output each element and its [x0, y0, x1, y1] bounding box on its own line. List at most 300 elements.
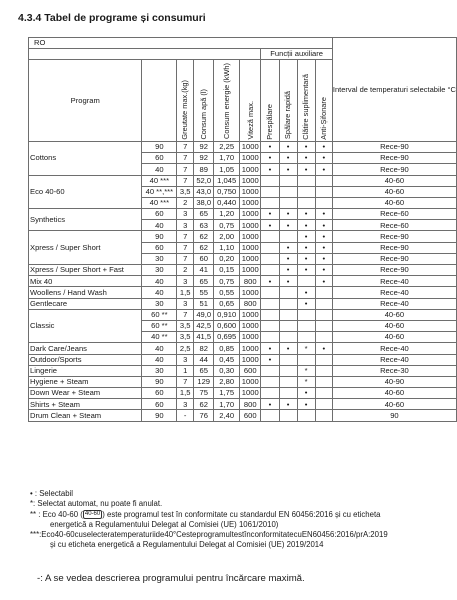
program-name: Eco 40-60 [29, 175, 142, 209]
program-name: Drum Clean + Steam [29, 410, 142, 421]
table-cell: 0,695 [214, 332, 240, 343]
program-name: Xpress / Super Short + Fast [29, 265, 142, 276]
note-eco-label: și cu eticheta energetică a Regulamentului Delegat al Comisiei (UE) 2019/2014 [50, 540, 324, 550]
table-cell: 129 [194, 376, 214, 387]
table-cell: 60 [142, 242, 177, 253]
table-cell: 1000 [240, 332, 261, 343]
program-name: Mix 40 [29, 276, 142, 287]
table-cell: 1000 [240, 209, 261, 220]
table-cell: 90 [142, 376, 177, 387]
section-title: 4.3.4 Tabel de programe și consumuri [18, 12, 206, 24]
program-name: Dark Care/Jeans [29, 343, 142, 354]
table-cell: 60 [142, 209, 177, 220]
table-cell: 800 [240, 276, 261, 287]
table-cell: 1,20 [214, 209, 240, 220]
table-cell [315, 197, 332, 208]
table-cell: 0,910 [214, 309, 240, 320]
table-cell: 52,0 [194, 175, 214, 186]
table-cell: 0,75 [214, 276, 240, 287]
table-cell: • [315, 253, 332, 264]
table-row [29, 343, 457, 354]
table-cell: 7 [177, 242, 194, 253]
table-cell: 1,75 [214, 388, 240, 399]
table-cell [261, 365, 279, 376]
temperature-column-header [142, 60, 177, 142]
col-prewash: Prespălare [261, 60, 279, 142]
table-cell: 3,5 [177, 320, 194, 331]
program-name: Synthetics [29, 209, 142, 231]
table-cell [279, 231, 297, 242]
table-cell [279, 354, 297, 365]
table-cell: 0,15 [214, 265, 240, 276]
table-cell: Rece-40 [332, 354, 456, 365]
table-cell [297, 175, 315, 186]
table-cell: Rece-60 [332, 220, 456, 231]
table-cell: 3 [177, 276, 194, 287]
table-cell [261, 186, 279, 197]
table-cell: Rece-60 [332, 209, 456, 220]
table-cell: 76 [194, 410, 214, 421]
table-cell: - [177, 410, 194, 421]
table-cell [315, 354, 332, 365]
note-auto-selected: *: Selectat automat, nu poate fi anulat. [30, 499, 163, 509]
eco-program-icon: 40-60 [84, 511, 101, 518]
table-cell [315, 320, 332, 331]
table-cell: 0,750 [214, 186, 240, 197]
table-cell: 7 [177, 253, 194, 264]
table-cell: • [279, 209, 297, 220]
table-cell: 40-60 [332, 399, 456, 410]
table-cell: 7 [177, 309, 194, 320]
table-row [29, 365, 457, 376]
table-cell: • [261, 343, 279, 354]
table-cell: 1000 [240, 320, 261, 331]
table-cell: 30 [142, 298, 177, 309]
table-cell [315, 399, 332, 410]
table-cell [297, 276, 315, 287]
table-cell: 40 *** [142, 197, 177, 208]
table-cell: • [279, 153, 297, 164]
table-cell [297, 197, 315, 208]
table-cell [315, 175, 332, 186]
table-cell: 1000 [240, 376, 261, 387]
table-row [29, 399, 457, 410]
table-cell: 90 [332, 410, 456, 421]
table-cell [261, 309, 279, 320]
table-cell [279, 287, 297, 298]
table-cell: 38,0 [194, 197, 214, 208]
table-cell: Rece-90 [332, 242, 456, 253]
table-cell [279, 320, 297, 331]
table-cell: 51 [194, 298, 214, 309]
table-cell [279, 298, 297, 309]
table-cell: • [297, 153, 315, 164]
table-cell: 1000 [240, 242, 261, 253]
table-cell: 1000 [240, 354, 261, 365]
table-cell: 40-60 [332, 388, 456, 399]
table-cell: 2,80 [214, 376, 240, 387]
table-cell: 40 ** [142, 332, 177, 343]
table-cell: • [297, 231, 315, 242]
table-cell: 3 [177, 354, 194, 365]
table-cell: 40-90 [332, 376, 456, 387]
program-name: Cottons [29, 141, 142, 175]
table-cell [261, 320, 279, 331]
table-cell: • [279, 253, 297, 264]
table-cell: 0,440 [214, 197, 240, 208]
col-extra-rinse: Clătire suplimentară [297, 60, 315, 142]
table-cell: 7 [177, 231, 194, 242]
table-cell: 40 [142, 287, 177, 298]
table-row [29, 298, 457, 309]
table-cell: 3,5 [177, 186, 194, 197]
table-cell: • [315, 164, 332, 175]
table-cell: 3 [177, 399, 194, 410]
table-cell: 1000 [240, 197, 261, 208]
table-cell: 0,45 [214, 354, 240, 365]
table-cell: • [297, 209, 315, 220]
table-cell: • [315, 242, 332, 253]
table-cell: 49,0 [194, 309, 214, 320]
table-cell [261, 175, 279, 186]
table-cell: 75 [194, 388, 214, 399]
table-cell: 90 [142, 231, 177, 242]
table-cell: • [315, 220, 332, 231]
table-cell: 55 [194, 287, 214, 298]
table-cell: 62 [194, 242, 214, 253]
table-cell: 1000 [240, 253, 261, 264]
table-cell: • [297, 242, 315, 253]
table-cell [315, 298, 332, 309]
table-cell [297, 186, 315, 197]
table-cell: 1,05 [214, 164, 240, 175]
table-cell: • [279, 399, 297, 410]
table-cell: 2 [177, 197, 194, 208]
table-cell: • [297, 220, 315, 231]
table-cell [315, 410, 332, 421]
table-cell: Rece-30 [332, 365, 456, 376]
table-cell: 60 ** [142, 320, 177, 331]
table-cell [261, 253, 279, 264]
program-name: Xpress / Super Short [29, 231, 142, 265]
table-row [29, 209, 457, 220]
program-table [28, 37, 457, 422]
table-cell: Rece-40 [332, 287, 456, 298]
col-anti-crease: Anti-Șifonare [315, 60, 332, 142]
table-cell: 1000 [240, 153, 261, 164]
table-cell: 40 *** [142, 175, 177, 186]
table-cell: 41,5 [194, 332, 214, 343]
table-cell: • [297, 388, 315, 399]
table-cell: • [315, 276, 332, 287]
program-name: Outdoor/Sports [29, 354, 142, 365]
table-cell [315, 388, 332, 399]
table-row [29, 276, 457, 287]
table-cell: 0,30 [214, 365, 240, 376]
table-cell: • [315, 141, 332, 152]
table-cell: * [297, 365, 315, 376]
table-cell: 1000 [240, 220, 261, 231]
table-cell: 2,00 [214, 231, 240, 242]
table-cell [315, 287, 332, 298]
table-cell: 1000 [240, 309, 261, 320]
table-cell [261, 265, 279, 276]
table-row [29, 231, 457, 242]
table-cell [279, 376, 297, 387]
program-name: Lingerie [29, 365, 142, 376]
col-water-consumption: Consum apă (l) [194, 60, 214, 142]
table-cell: 1000 [240, 141, 261, 152]
table-cell: 1,10 [214, 242, 240, 253]
table-row [29, 376, 457, 387]
table-cell: 1,045 [214, 175, 240, 186]
footnotes [30, 489, 450, 551]
table-cell: 1000 [240, 388, 261, 399]
table-cell: 40-60 [332, 186, 456, 197]
table-cell: 89 [194, 164, 214, 175]
program-name: Down Wear + Steam [29, 388, 142, 399]
table-cell [297, 354, 315, 365]
table-cell [297, 320, 315, 331]
table-cell: 1000 [240, 265, 261, 276]
table-cell: • [261, 276, 279, 287]
table-cell: • [279, 242, 297, 253]
table-cell: 7 [177, 164, 194, 175]
table-cell [279, 309, 297, 320]
table-cell [297, 410, 315, 421]
table-cell: 40-60 [332, 320, 456, 331]
table-cell: 30 [142, 365, 177, 376]
table-cell: 3,5 [177, 332, 194, 343]
table-cell [315, 332, 332, 343]
table-cell [261, 242, 279, 253]
col-quick-wash: Spălare rapidă [279, 60, 297, 142]
table-cell: Rece-90 [332, 253, 456, 264]
table-cell: • [315, 343, 332, 354]
table-cell: • [279, 343, 297, 354]
table-cell [279, 332, 297, 343]
table-cell: 1 [177, 365, 194, 376]
table-cell: • [261, 354, 279, 365]
table-row [29, 141, 457, 152]
table-cell: • [297, 287, 315, 298]
table-cell: 62 [194, 231, 214, 242]
table-cell: 1000 [240, 175, 261, 186]
table-cell: 40 [142, 220, 177, 231]
table-cell [279, 175, 297, 186]
table-cell [279, 197, 297, 208]
table-cell: 90 [142, 410, 177, 421]
table-cell: Rece-40 [332, 343, 456, 354]
table-cell: Rece-40 [332, 276, 456, 287]
table-cell [315, 309, 332, 320]
table-cell: 0,20 [214, 253, 240, 264]
table-cell: 40 **,*** [142, 186, 177, 197]
table-cell: 65 [194, 276, 214, 287]
table-cell: Rece-90 [332, 141, 456, 152]
table-cell: • [297, 399, 315, 410]
table-cell: 3 [177, 209, 194, 220]
table-cell: • [279, 141, 297, 152]
note-eco-40: ***:Eco40-60cuselecteratemperaturiide40°CesteprogramultestînconformitatecuEN60456:2016/prA:2019 [30, 530, 388, 540]
table-cell [315, 186, 332, 197]
program-header: Program [29, 60, 142, 142]
table-cell: 600 [240, 410, 261, 421]
table-cell: • [279, 220, 297, 231]
table-cell: 60 [142, 388, 177, 399]
table-row [29, 354, 457, 365]
table-cell: 0,55 [214, 287, 240, 298]
table-cell: 2,5 [177, 343, 194, 354]
table-cell [261, 287, 279, 298]
table-cell: • [297, 298, 315, 309]
table-cell: 1000 [240, 231, 261, 242]
table-cell: 800 [240, 298, 261, 309]
table-cell [297, 309, 315, 320]
table-cell: 60 [194, 253, 214, 264]
col-energy-consumption: Consum energie (kWh) [214, 60, 240, 142]
table-cell [279, 388, 297, 399]
table-cell: • [315, 231, 332, 242]
note-eco-regulation: energetică a Regulamentului Delegat al Comisiei (UE) 1061/2010) [50, 519, 279, 529]
table-cell: 40 [142, 343, 177, 354]
table-cell: 1000 [240, 287, 261, 298]
table-cell: 0,65 [214, 298, 240, 309]
table-cell: 60 ** [142, 309, 177, 320]
table-cell: 1,70 [214, 399, 240, 410]
table-cell: 90 [142, 141, 177, 152]
table-cell: • [279, 164, 297, 175]
table-cell: 42,5 [194, 320, 214, 331]
table-cell: 62 [194, 399, 214, 410]
program-name: Gentlecare [29, 298, 142, 309]
table-row [29, 175, 457, 186]
table-cell: 1000 [240, 186, 261, 197]
table-cell: 7 [177, 141, 194, 152]
program-name: Woollens / Hand Wash [29, 287, 142, 298]
table-row [29, 410, 457, 421]
table-cell: 0,600 [214, 320, 240, 331]
table-cell: 40-60 [332, 175, 456, 186]
table-cell [261, 388, 279, 399]
table-cell: * [297, 343, 315, 354]
table-cell: 0,85 [214, 343, 240, 354]
table-cell: • [315, 153, 332, 164]
table-cell: • [297, 164, 315, 175]
table-cell: 40-60 [332, 332, 456, 343]
table-cell [261, 298, 279, 309]
table-cell: Rece-90 [332, 153, 456, 164]
table-cell: 65 [194, 209, 214, 220]
table-cell: 2,40 [214, 410, 240, 421]
table-cell [279, 186, 297, 197]
table-cell: 82 [194, 343, 214, 354]
table-cell [261, 410, 279, 421]
table-cell [261, 376, 279, 387]
table-cell: • [261, 141, 279, 152]
max-load-note: -: A se vedea descrierea programului pentru încărcare maximă. [37, 573, 305, 584]
table-cell: 1,5 [177, 388, 194, 399]
table-cell: 1,70 [214, 153, 240, 164]
table-cell: 800 [240, 399, 261, 410]
table-cell: 40 [142, 354, 177, 365]
table-cell: Rece-90 [332, 231, 456, 242]
country-code: RO [29, 38, 333, 49]
table-cell: • [279, 265, 297, 276]
table-cell: 40-60 [332, 197, 456, 208]
table-cell: • [297, 141, 315, 152]
temperature-interval-header: Interval de temperaturi selectabile °C [332, 38, 456, 142]
table-cell: Rece-40 [332, 298, 456, 309]
table-cell: 3 [177, 220, 194, 231]
table-cell: 40 [142, 276, 177, 287]
table-cell: 1,5 [177, 287, 194, 298]
table-cell: 7 [177, 376, 194, 387]
table-cell: • [261, 209, 279, 220]
header-spacer [29, 49, 261, 60]
table-cell: 30 [142, 253, 177, 264]
table-cell: Rece-90 [332, 265, 456, 276]
table-cell [261, 231, 279, 242]
table-cell: 41 [194, 265, 214, 276]
table-row [29, 309, 457, 320]
table-row [29, 388, 457, 399]
table-cell [279, 365, 297, 376]
table-cell: 60 [142, 153, 177, 164]
table-cell [261, 197, 279, 208]
table-cell: • [297, 265, 315, 276]
table-row [29, 287, 457, 298]
table-cell: • [261, 164, 279, 175]
table-cell: • [315, 209, 332, 220]
table-cell: 92 [194, 141, 214, 152]
table-cell: 65 [194, 365, 214, 376]
table-cell: • [261, 220, 279, 231]
col-max-speed: Viteză max. [240, 60, 261, 142]
table-cell: 44 [194, 354, 214, 365]
table-cell [279, 410, 297, 421]
table-cell: 2,25 [214, 141, 240, 152]
table-cell: 40-60 [332, 309, 456, 320]
table-cell: 40 [142, 164, 177, 175]
table-cell: 1000 [240, 164, 261, 175]
note-selectable: • : Selectabil [30, 489, 74, 498]
table-cell: • [315, 265, 332, 276]
table-cell: 0,75 [214, 220, 240, 231]
table-cell: * [297, 376, 315, 387]
table-cell: 600 [240, 365, 261, 376]
table-cell: • [297, 253, 315, 264]
program-name: Shirts + Steam [29, 399, 142, 410]
table-row [29, 265, 457, 276]
table-cell [297, 332, 315, 343]
table-cell: • [261, 399, 279, 410]
table-cell [315, 365, 332, 376]
table-cell: 7 [177, 153, 194, 164]
col-max-weight: Greutate max.(kg) [177, 60, 194, 142]
program-name: Classic [29, 309, 142, 343]
table-cell: 43,0 [194, 186, 214, 197]
table-cell [315, 376, 332, 387]
table-cell: 1000 [240, 343, 261, 354]
note-eco-standard: ** : Eco 40-60 ( 40-60 ) este programul test în conformitate cu standardul EN 60456:2016 și cu eticheta [30, 509, 381, 519]
table-cell: 92 [194, 153, 214, 164]
table-cell: • [279, 276, 297, 287]
table-cell [261, 332, 279, 343]
program-name: Hygiene + Steam [29, 376, 142, 387]
table-cell: • [261, 153, 279, 164]
table-cell: 2 [177, 265, 194, 276]
